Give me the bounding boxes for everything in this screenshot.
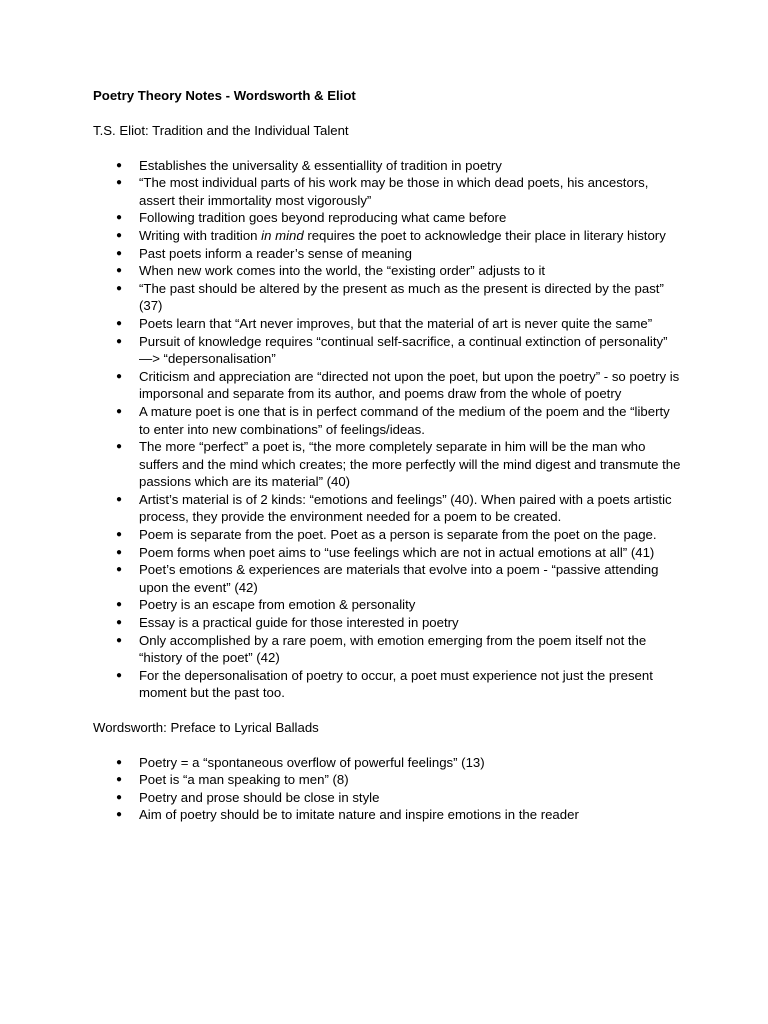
list-item-text: Past poets inform a reader’s sense of meaning xyxy=(139,245,412,261)
list-item-text: Essay is a practical guide for those interested in poetry xyxy=(139,615,459,631)
list-item xyxy=(93,368,683,403)
bullet-list-wordsworth xyxy=(93,754,683,824)
list-item xyxy=(93,526,683,544)
list-item-text-post: requires the poet to acknowledge their place in literary history xyxy=(303,227,666,243)
bullet-icon: ● xyxy=(116,774,123,786)
list-item-text: Poem is separate from the poet. Poet as a person is separate from the poet on the page. xyxy=(139,527,657,543)
list-item xyxy=(93,806,683,824)
bullet-icon: ● xyxy=(116,809,123,821)
list-item xyxy=(93,667,683,702)
list-item-text: Poetry = a “spontaneous overflow of powerful feelings” (13) xyxy=(139,754,485,770)
list-item-text: A mature poet is one that is in perfect command of the medium of the poem and the “liberty to enter into new combinations” of feelings/ideas. xyxy=(139,403,670,437)
bullet-icon: ● xyxy=(116,791,123,803)
list-item xyxy=(93,754,683,772)
list-item-text-pre: Writing with tradition xyxy=(139,227,262,243)
list-item xyxy=(93,771,683,789)
bullet-icon: ● xyxy=(116,317,123,329)
list-item-text: Establishes the universality & essentiallity of tradition in poetry xyxy=(139,157,502,173)
bullet-icon: ● xyxy=(116,441,123,453)
list-item xyxy=(93,262,683,280)
document-page xyxy=(93,87,683,824)
list-item-text: Pursuit of knowledge requires “continual self-sacrifice, a continual extinction of personality” —> “depersonalisation” xyxy=(139,333,668,367)
list-item xyxy=(93,280,683,315)
list-item-text: Poem forms when poet aims to “use feelings which are not in actual emotions at all” (41) xyxy=(139,544,655,560)
list-item-text: Criticism and appreciation are “directed not upon the poet, but upon the poetry” - so poetry is imporsonal and separate from its author, and poems draw from the whole of poetry xyxy=(139,368,680,402)
section-heading-eliot: T.S. Eliot: Tradition and the Individual Talent xyxy=(93,123,349,138)
bullet-icon: ● xyxy=(116,247,123,259)
list-item-text: Poetry and prose should be close in style xyxy=(139,789,380,805)
list-item-text: Following tradition goes beyond reproducing what came before xyxy=(139,210,507,226)
list-item xyxy=(93,789,683,807)
list-item xyxy=(93,596,683,614)
list-item xyxy=(93,403,683,438)
list-item xyxy=(93,614,683,632)
list-item-text: “The past should be altered by the present as much as the present is directed by the past” (37) xyxy=(139,280,664,314)
bullet-icon: ● xyxy=(116,669,123,681)
bullet-icon: ● xyxy=(116,564,123,576)
bullet-icon: ● xyxy=(116,529,123,541)
list-item-text: Only accomplished by a rare poem, with emotion emerging from the poem itself not the “history of the poet” (42) xyxy=(139,632,647,666)
bullet-icon: ● xyxy=(116,370,123,382)
list-item xyxy=(93,245,683,263)
list-item-text: For the depersonalisation of poetry to occur, a poet must experience not just the present moment but the past too. xyxy=(139,667,653,701)
list-item-text: Poetry is an escape from emotion & personality xyxy=(139,597,416,613)
list-item-text: “The most individual parts of his work may be those in which dead poets, his ancestors, assert their immortality most vigorously” xyxy=(139,175,649,208)
bullet-icon: ● xyxy=(116,546,123,558)
bullet-list-eliot xyxy=(93,157,683,702)
list-item-text: Poet is “a man speaking to men” (8) xyxy=(139,772,349,788)
bullet-icon: ● xyxy=(116,265,123,277)
bullet-icon: ● xyxy=(116,282,123,294)
list-item-text-italic: in mind xyxy=(261,227,304,243)
list-item xyxy=(93,315,683,333)
bullet-icon: ● xyxy=(116,617,123,629)
list-item-text: Artist’s material is of 2 kinds: “emotions and feelings” (40). When paired with a poets artistic process, they provide the environment needed for a poem to be created. xyxy=(139,491,672,525)
list-item xyxy=(93,544,683,562)
bullet-icon: ● xyxy=(116,756,123,768)
bullet-icon: ● xyxy=(116,212,123,224)
list-item xyxy=(93,209,683,227)
bullet-icon: ● xyxy=(116,159,123,171)
list-item xyxy=(93,561,683,596)
bullet-icon: ● xyxy=(116,229,123,241)
list-item xyxy=(93,227,683,245)
list-item-text: The more “perfect” a poet is, “the more completely separate in him will be the man who suffers and the mind which creates; the more perfectly will the mind digest and transmute the passions which are its material” (40) xyxy=(139,439,681,490)
bullet-icon: ● xyxy=(116,599,123,611)
list-item-text: Aim of poetry should be to imitate nature and inspire emotions in the reader xyxy=(139,807,579,823)
bullet-icon: ● xyxy=(116,177,123,189)
bullet-icon: ● xyxy=(116,405,123,417)
section-heading-wordsworth: Wordsworth: Preface to Lyrical Ballads xyxy=(93,720,319,735)
list-item-text: When new work comes into the world, the “existing order” adjusts to it xyxy=(139,263,546,279)
list-item-text: Poets learn that “Art never improves, but that the material of art is never quite the same” xyxy=(139,315,653,331)
bullet-icon: ● xyxy=(116,335,123,347)
list-item xyxy=(93,491,683,526)
document-title: Poetry Theory Notes - Wordsworth & Eliot xyxy=(93,88,356,103)
bullet-icon: ● xyxy=(116,493,123,505)
list-item xyxy=(93,333,683,368)
list-item xyxy=(93,157,683,175)
bullet-icon: ● xyxy=(116,634,123,646)
list-item-text: Poet’s emotions & experiences are materials that evolve into a poem - “passive attending upon the event” (42) xyxy=(139,562,659,595)
list-item xyxy=(93,632,683,667)
list-item xyxy=(93,438,683,491)
list-item xyxy=(93,174,683,209)
